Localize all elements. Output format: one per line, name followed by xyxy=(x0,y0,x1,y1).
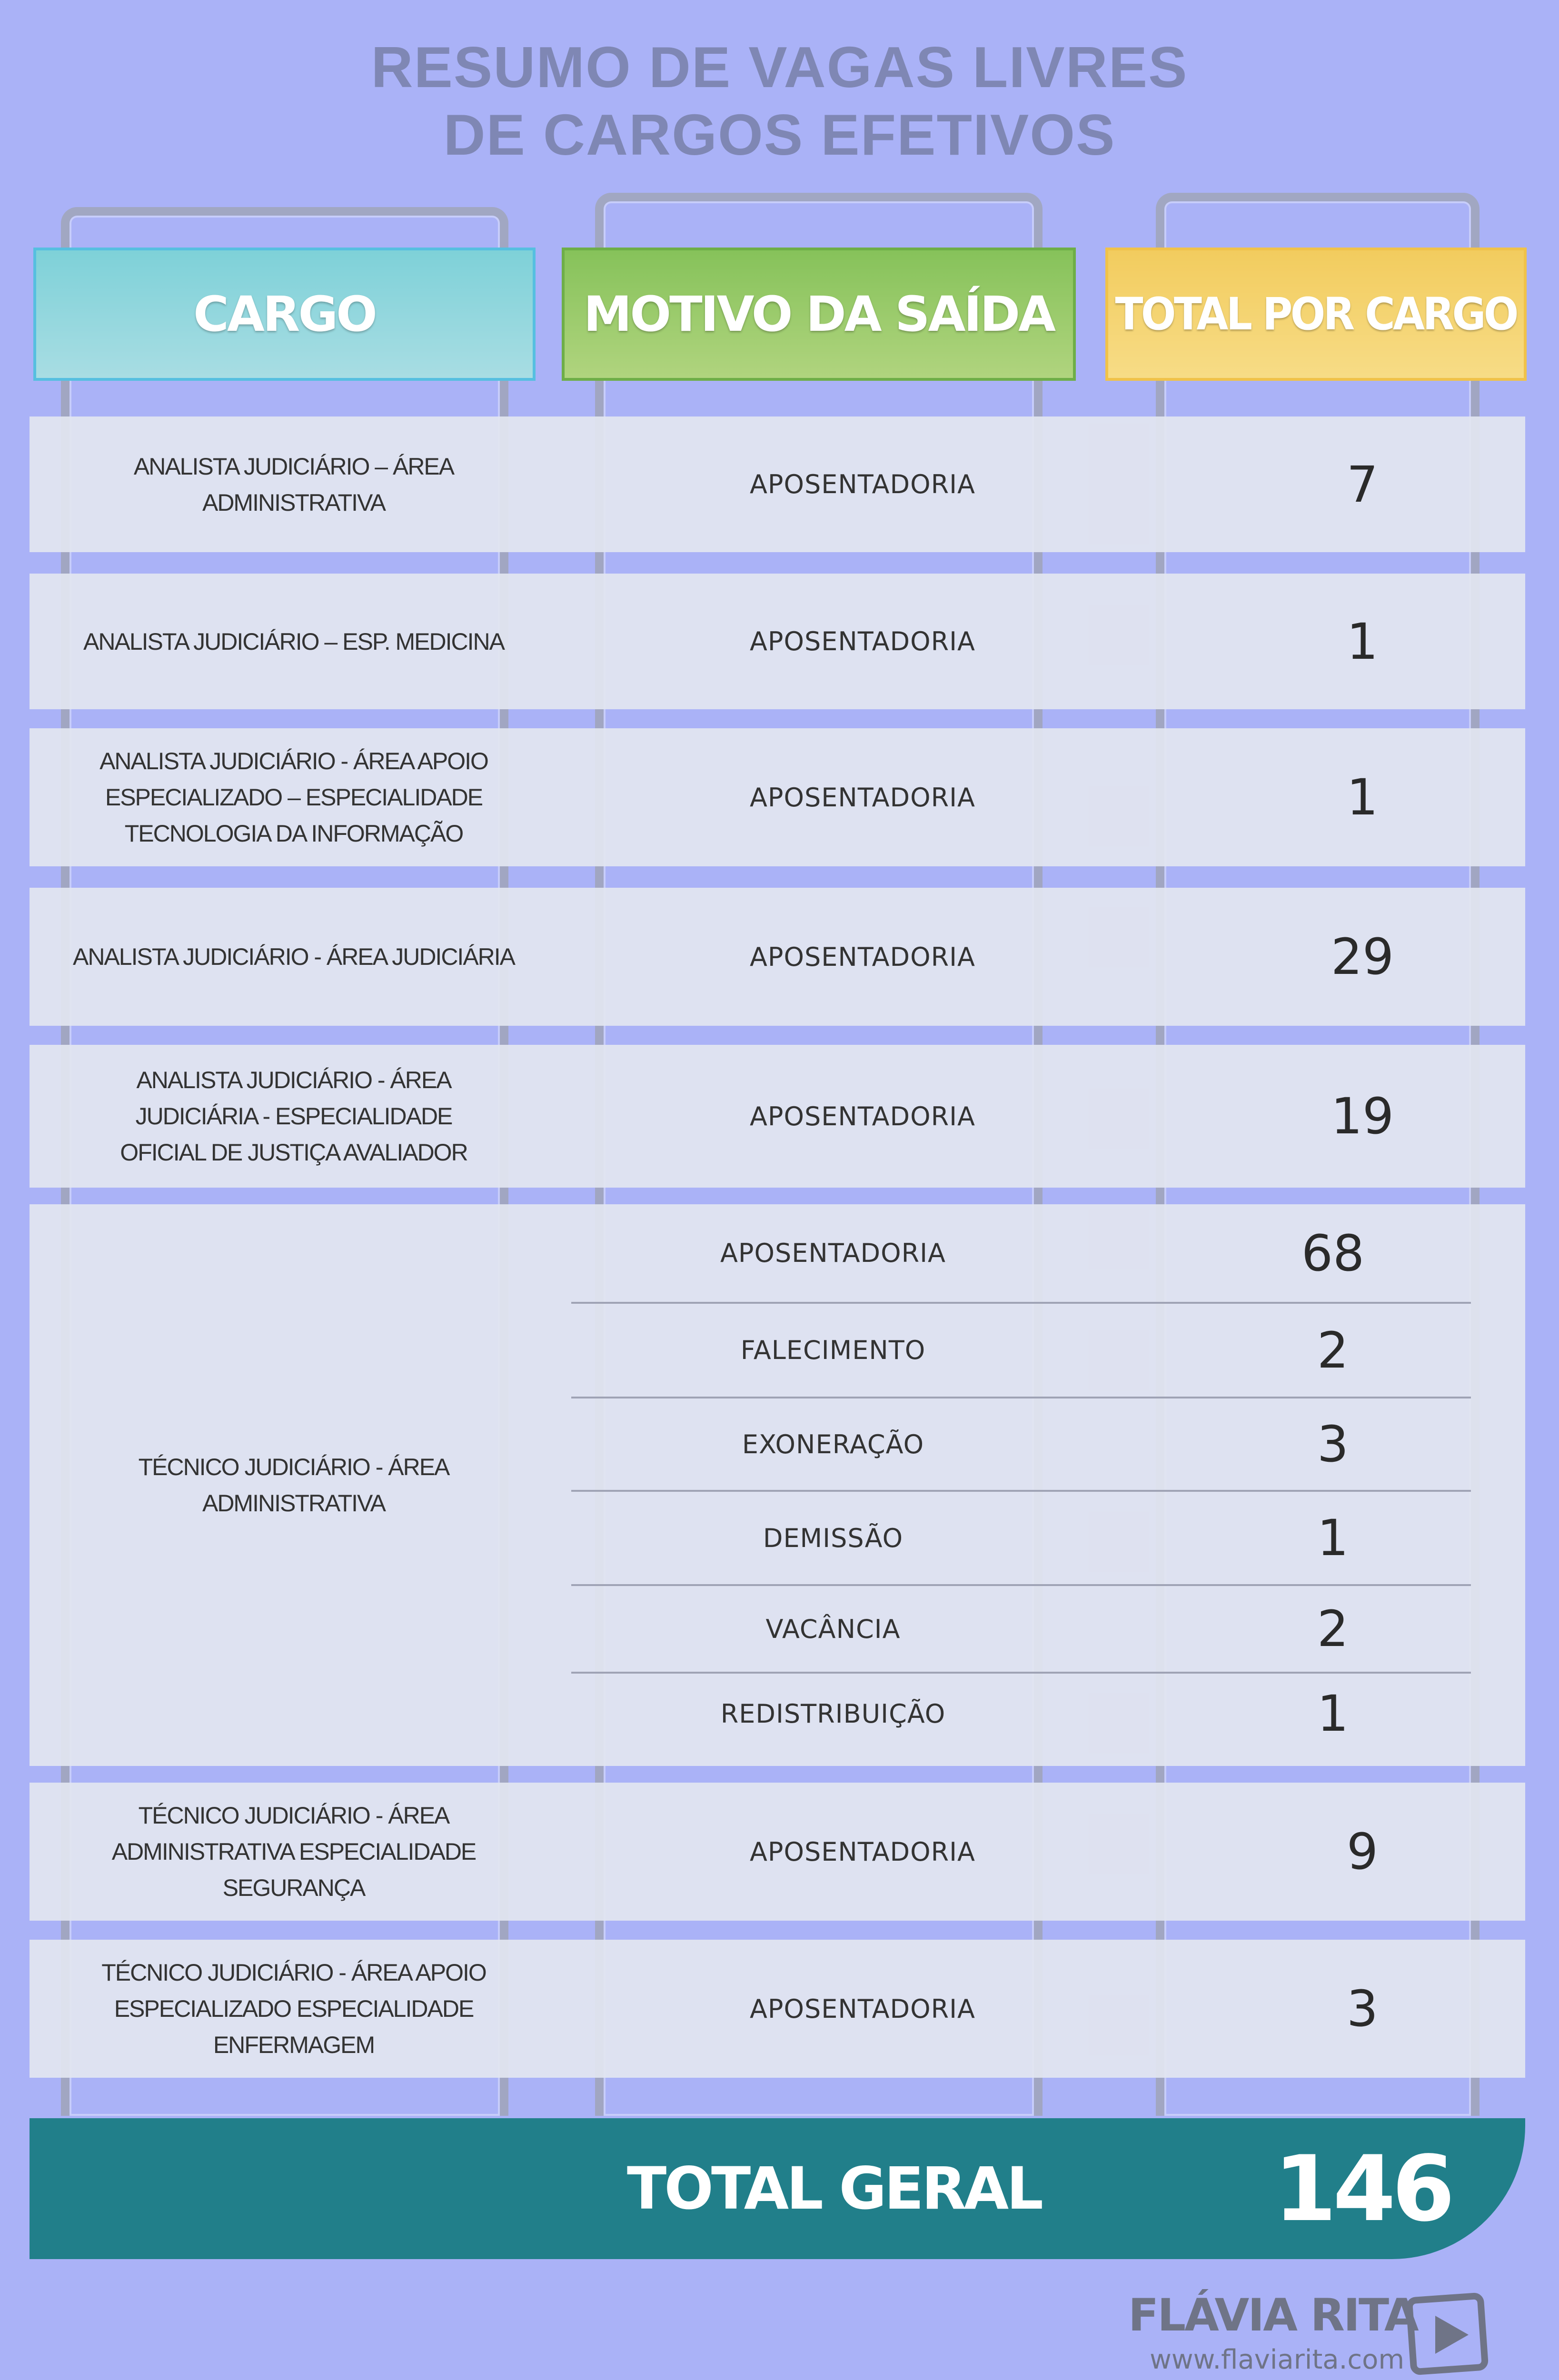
total-geral-label: TOTAL GERAL xyxy=(627,2155,1041,2222)
cargo-cell: ANALISTA JUDICIÁRIO – ESP. MEDICINA xyxy=(83,628,504,655)
sub-row xyxy=(571,1204,1471,1302)
motivo-cell: APOSENTADORIA xyxy=(749,469,975,499)
total-cell: 3 xyxy=(1346,1980,1379,2038)
brand-url: www.flaviarita.com xyxy=(1150,2344,1404,2375)
total-geral-bar xyxy=(30,2118,1525,2259)
motivo-cell: APOSENTADORIA xyxy=(720,1238,946,1268)
brand xyxy=(1128,2285,1509,2380)
page-title-line-2: DE CARGOS EFETIVOS xyxy=(443,102,1116,167)
motivo-cell: FALECIMENTO xyxy=(740,1335,926,1365)
brand-name: FLÁVIA RITA xyxy=(1128,2290,1418,2341)
page-title-line-1: RESUMO DE VAGAS LIVRES xyxy=(371,35,1188,99)
sub-row xyxy=(571,1492,1471,1584)
page-title xyxy=(0,33,1559,169)
cargo-cell: ANALISTA JUDICIÁRIO - ÁREA APOIO ESPECIALIZADO – ESPECIALIDADE TECNOLOGIA DA INFORMAÇÃO xyxy=(99,748,488,847)
table-row xyxy=(30,1783,1525,1921)
total-cell: 7 xyxy=(1346,455,1379,514)
header-motivo xyxy=(562,248,1076,381)
table-row xyxy=(30,1940,1525,2078)
table-row xyxy=(30,416,1525,552)
table-row xyxy=(30,574,1525,709)
total-cell: 1 xyxy=(1346,768,1379,826)
header-motivo-label: MOTIVO DA SAÍDA xyxy=(583,286,1054,343)
cargo-cell: TÉCNICO JUDICIÁRIO - ÁREA ADMINISTRATIVA xyxy=(138,1454,449,1517)
total-geral-value: 146 xyxy=(1273,2136,1451,2241)
motivo-cell: DEMISSÃO xyxy=(763,1523,904,1553)
table-row xyxy=(30,888,1525,1026)
motivo-cell: APOSENTADORIA xyxy=(749,1101,975,1131)
sub-row xyxy=(571,1674,1471,1754)
total-cell: 1 xyxy=(1317,1509,1349,1567)
sub-row xyxy=(571,1586,1471,1672)
cargo-cell: ANALISTA JUDICIÁRIO – ÁREA ADMINISTRATIVA xyxy=(133,453,454,516)
total-cell: 1 xyxy=(1317,1685,1349,1743)
cargo-cell: ANALISTA JUDICIÁRIO - ÁREA JUDICIÁRIA xyxy=(72,943,515,970)
cargo-cell: TÉCNICO JUDICIÁRIO - ÁREA ADMINISTRATIVA ESPECIALIDADE SEGURANÇA xyxy=(111,1802,476,1901)
motivo-cell: APOSENTADORIA xyxy=(749,1836,975,1867)
total-cell: 9 xyxy=(1346,1823,1379,1881)
sub-row xyxy=(571,1398,1471,1490)
table-row xyxy=(30,1045,1525,1188)
total-cell: 1 xyxy=(1346,612,1379,671)
motivo-cell: EXONERAÇÃO xyxy=(742,1429,924,1459)
motivo-cell: APOSENTADORIA xyxy=(749,1993,975,2024)
cargo-cell: TÉCNICO JUDICIÁRIO - ÁREA APOIO ESPECIALIZADO ESPECIALIDADE ENFERMAGEM xyxy=(101,1959,486,2058)
motivo-cell: APOSENTADORIA xyxy=(749,782,975,813)
header-total-label: TOTAL POR CARGO xyxy=(1115,288,1517,340)
motivo-cell: APOSENTADORIA xyxy=(749,942,975,972)
cargo-cell: ANALISTA JUDICIÁRIO - ÁREA JUDICIÁRIA - ESPECIALIDADE OFICIAL DE JUSTIÇA AVALIADOR xyxy=(120,1067,467,1166)
total-cell: 3 xyxy=(1317,1415,1349,1473)
motivo-cell: APOSENTADORIA xyxy=(749,626,975,656)
total-cell: 68 xyxy=(1301,1224,1365,1282)
header-cargo xyxy=(33,248,536,381)
motivo-cell: VACÂNCIA xyxy=(765,1614,901,1644)
play-icon xyxy=(1402,2285,1497,2380)
header-cargo-label: CARGO xyxy=(193,286,376,343)
table-row xyxy=(30,728,1525,866)
total-cell: 19 xyxy=(1331,1087,1394,1145)
header-total xyxy=(1105,248,1527,381)
total-cell: 2 xyxy=(1317,1600,1349,1658)
total-cell: 29 xyxy=(1331,928,1394,986)
motivo-cell: REDISTRIBUIÇÃO xyxy=(720,1698,946,1729)
total-cell: 2 xyxy=(1317,1321,1349,1379)
sub-row xyxy=(571,1304,1471,1397)
